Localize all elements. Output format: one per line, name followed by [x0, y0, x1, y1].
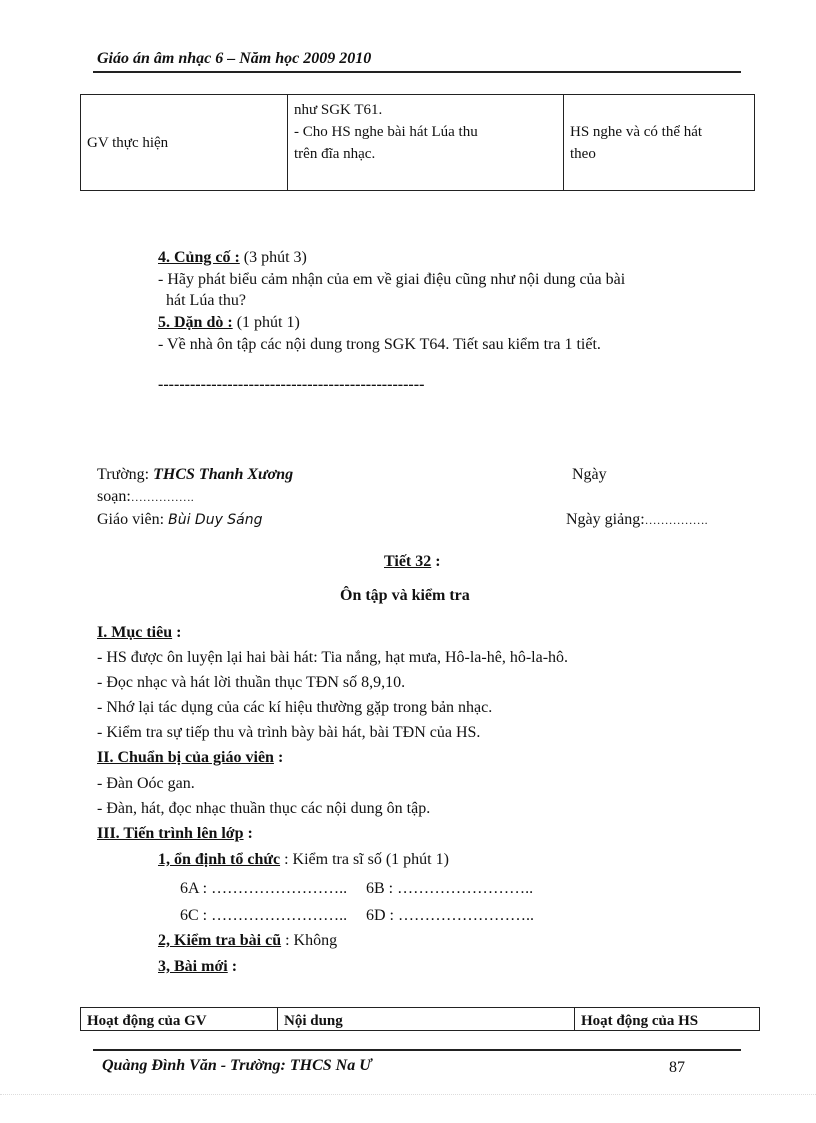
- school-line: [97, 464, 293, 486]
- preparation-item: - Đàn, hát, đọc nhạc thuần thục các nội dung ôn tập.: [97, 800, 431, 817]
- step2-line: [158, 930, 337, 952]
- cell-line: theo: [570, 145, 596, 162]
- step3-line: [158, 956, 237, 978]
- consolidate-line: - Hãy phát biểu cảm nhận của em về giai điệu cũng như nội dung của bài: [158, 271, 626, 288]
- table-cell-teacher: GV thực hiện: [81, 95, 288, 191]
- preparation-colon: :: [273, 749, 284, 766]
- teach-date-line: [566, 509, 708, 531]
- step2-text: : Không: [281, 932, 338, 949]
- objective-item: - Kiểm tra sự tiếp thu và trình bày bài hát, bài TĐN của HS.: [97, 724, 481, 741]
- homework-time: (1 phút 1): [232, 314, 300, 331]
- cell-line: như SGK T61.: [294, 102, 383, 118]
- consolidate-label: 4. Củng cố :: [158, 249, 240, 266]
- teacher-line: [97, 509, 263, 531]
- table-row: [81, 95, 755, 191]
- separator-line: --------------------------------------------------: [158, 376, 425, 393]
- objective-item: - HS được ôn luyện lại hai bài hát: Tia nắng, hạt mưa, Hô-la-hê, hô-la-hô.: [97, 649, 569, 666]
- consolidate-heading: [158, 247, 307, 269]
- page-edge-divider: [0, 1094, 816, 1095]
- teach-date-label: Ngày giảng:: [566, 511, 645, 528]
- prep-line: [97, 486, 194, 508]
- objective-item: - Đọc nhạc và hát lời thuần thục TĐN số 8,9,10.: [97, 674, 406, 691]
- table-header-student: Hoạt động của HS: [575, 1008, 760, 1031]
- step1-line: [158, 849, 449, 871]
- page-number: 87: [669, 1059, 685, 1076]
- procedure-heading: [97, 823, 253, 845]
- table-header-content: Nội dung: [278, 1008, 575, 1031]
- school-name: THCS Thanh Xương: [153, 466, 294, 483]
- activity-table-continued: [80, 94, 755, 191]
- lesson-number-colon: :: [431, 553, 441, 570]
- step1-text: : Kiểm tra sĩ số (1 phút 1): [280, 851, 449, 868]
- teach-date-dots: …………….: [644, 513, 708, 527]
- procedure-heading-text: III. Tiến trình lên lớp: [97, 825, 244, 842]
- header-title: Giáo án âm nhạc 6 – Năm học 2009 2010: [97, 50, 372, 67]
- teacher-name: Bùi Duy Sáng: [168, 512, 263, 528]
- cell-line: - Cho HS nghe bài hát Lúa thu: [294, 124, 478, 140]
- teacher-label: Giáo viên:: [97, 511, 169, 528]
- table-cell-student: [564, 95, 755, 191]
- step3-label: 3, Bài mới: [158, 958, 228, 975]
- class-6a: 6A : ……………………..: [180, 880, 348, 897]
- objectives-heading: [97, 622, 181, 644]
- activity-table-header: [80, 1007, 760, 1031]
- school-label: Trường:: [97, 466, 154, 483]
- prep-dots: …………….: [130, 490, 194, 504]
- preparation-item: - Đàn Oóc gan.: [97, 775, 195, 792]
- cell-line: trên đĩa nhạc.: [294, 146, 376, 162]
- step1-label: 1, ổn định tổ chức: [158, 851, 281, 868]
- table-row: [81, 1008, 760, 1031]
- date-label: Ngày: [572, 466, 607, 483]
- preparation-heading: [97, 747, 283, 769]
- header-divider: [93, 71, 741, 73]
- table-header-teacher: Hoạt động của GV: [81, 1008, 278, 1031]
- cell-line: HS nghe và có thể hát: [570, 123, 703, 140]
- class-6d: 6D : ……………………..: [366, 907, 534, 924]
- class-6c: 6C : ……………………..: [180, 907, 348, 924]
- objectives-colon: :: [172, 624, 182, 641]
- objective-item: - Nhớ lại tác dụng của các kí hiệu thường gặp trong bản nhạc.: [97, 699, 493, 716]
- consolidate-line: hát Lúa thu?: [166, 292, 246, 309]
- homework-heading: [158, 312, 300, 334]
- lesson-number-text: Tiết 32: [384, 553, 432, 570]
- step3-colon: :: [227, 958, 238, 975]
- preparation-heading-text: II. Chuẩn bị của giáo viên: [97, 749, 274, 766]
- homework-line: - Về nhà ôn tập các nội dung trong SGK T64. Tiết sau kiểm tra 1 tiết.: [158, 336, 601, 353]
- footer-text: Quàng Đình Văn - Trường: THCS Na Ư: [102, 1057, 372, 1074]
- class-6b: 6B : ……………………..: [366, 880, 534, 897]
- table-cell-content: [288, 95, 564, 191]
- homework-label: 5. Dặn dò :: [158, 314, 233, 331]
- lesson-title: Ôn tập và kiểm tra: [340, 587, 470, 604]
- step2-label: 2, Kiểm tra bài cũ: [158, 932, 282, 949]
- consolidate-time: (3 phút 3): [239, 249, 307, 266]
- procedure-colon: :: [243, 825, 253, 842]
- footer-divider: [93, 1049, 741, 1051]
- prep-label: soạn:: [97, 488, 131, 505]
- lesson-number: [384, 551, 441, 573]
- objectives-heading-text: I. Mục tiêu: [97, 624, 173, 641]
